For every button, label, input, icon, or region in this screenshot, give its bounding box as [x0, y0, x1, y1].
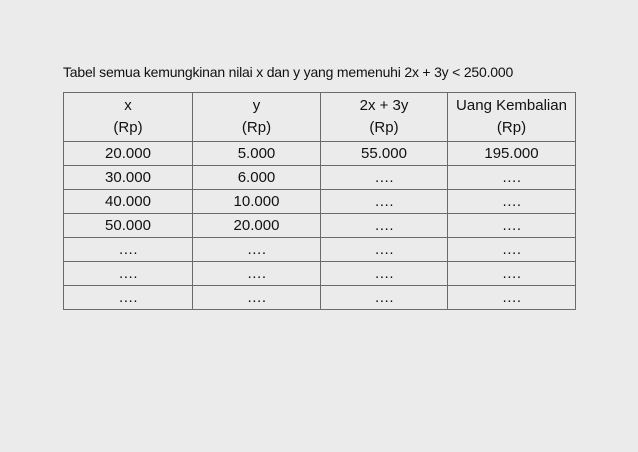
table-row — [64, 166, 576, 190]
cell-uang-kembalian: 195.000 — [448, 142, 576, 166]
table-row — [64, 142, 576, 166]
cell-x: 20.000 — [64, 142, 193, 166]
table-row — [64, 262, 576, 286]
header-label: Uang Kembalian — [456, 97, 567, 114]
cell-y: …. — [193, 286, 321, 310]
header-unit: (Rp) — [496, 119, 527, 136]
header-unit: (Rp) — [369, 119, 399, 136]
cell-2x-plus-3y: …. — [321, 262, 448, 286]
table-header-row — [64, 93, 576, 142]
cell-y: …. — [193, 262, 321, 286]
header-label: y — [252, 97, 261, 114]
cell-x: …. — [64, 238, 193, 262]
cell-x: …. — [64, 262, 193, 286]
table-row — [64, 238, 576, 262]
cell-2x-plus-3y: …. — [321, 214, 448, 238]
cell-uang-kembalian: …. — [448, 238, 576, 262]
table-row — [64, 214, 576, 238]
header-x — [64, 93, 193, 142]
table-row — [64, 286, 576, 310]
cell-2x-plus-3y: …. — [321, 238, 448, 262]
header-y — [193, 93, 321, 142]
cell-2x-plus-3y: …. — [321, 286, 448, 310]
cell-x: 50.000 — [64, 214, 193, 238]
cell-y: 5.000 — [193, 142, 321, 166]
cell-uang-kembalian: …. — [448, 214, 576, 238]
header-unit: (Rp) — [113, 119, 143, 136]
cell-y: 6.000 — [193, 166, 321, 190]
cell-x: …. — [64, 286, 193, 310]
cell-2x-plus-3y: …. — [321, 190, 448, 214]
page-title: Tabel semua kemungkinan nilai x dan y yang memenuhi 2x + 3y < 250.000 — [63, 64, 514, 80]
cell-uang-kembalian: …. — [448, 190, 576, 214]
cell-y: 20.000 — [193, 214, 321, 238]
cell-uang-kembalian: …. — [448, 286, 576, 310]
cell-y: …. — [193, 238, 321, 262]
possibilities-table — [63, 92, 576, 310]
header-label: 2x + 3y — [359, 97, 409, 114]
cell-uang-kembalian: …. — [448, 166, 576, 190]
cell-y: 10.000 — [193, 190, 321, 214]
header-unit: (Rp) — [241, 119, 272, 136]
table-row — [64, 190, 576, 214]
cell-x: 40.000 — [64, 190, 193, 214]
cell-2x-plus-3y: 55.000 — [321, 142, 448, 166]
header-2x-plus-3y — [321, 93, 448, 142]
cell-x: 30.000 — [64, 166, 193, 190]
cell-2x-plus-3y: …. — [321, 166, 448, 190]
header-uang-kembalian — [448, 93, 576, 142]
cell-uang-kembalian: …. — [448, 262, 576, 286]
header-label: x — [124, 97, 132, 114]
